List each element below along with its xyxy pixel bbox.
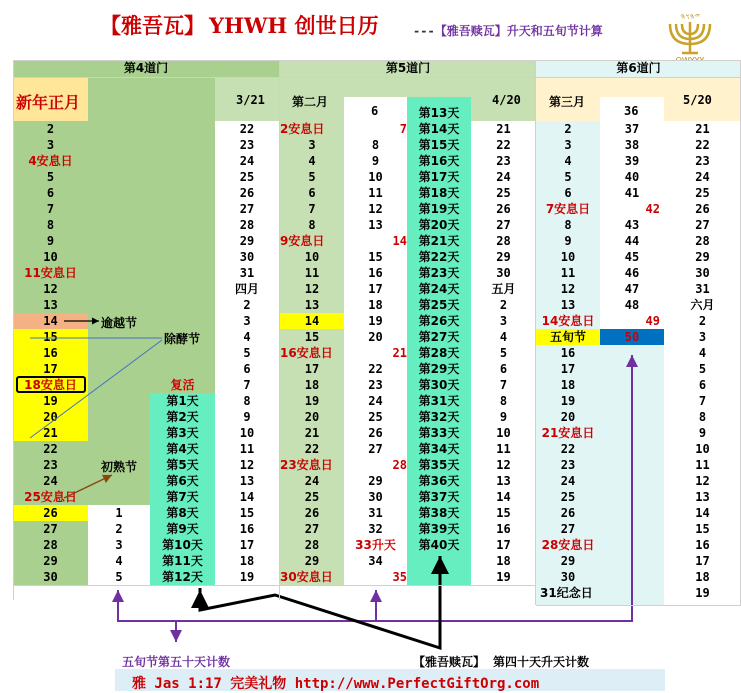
- m1-day: 25安息日: [24, 490, 77, 504]
- m1-date: 22: [239, 122, 255, 136]
- m1-day: 6: [46, 186, 55, 200]
- month2-title: 第二月: [292, 95, 329, 109]
- m2-count: 11: [368, 186, 383, 200]
- m1-day: 5: [46, 170, 55, 184]
- pentecost-bracket: [118, 355, 632, 621]
- m2-count: 10: [368, 170, 383, 184]
- m1-date: 8: [243, 394, 251, 408]
- m3-date: 27: [695, 218, 710, 232]
- m2-omer: 第21天: [418, 234, 460, 248]
- m1-omer: 第7天: [150, 489, 215, 505]
- m2-day: 22: [304, 442, 320, 456]
- m1-day: 20: [13, 409, 88, 425]
- m3-date: 10: [695, 442, 710, 456]
- m2-day: 20: [304, 410, 320, 424]
- m2-date: 12: [496, 458, 511, 472]
- m2-day: 7: [308, 202, 316, 216]
- m1-date: 31: [239, 266, 255, 280]
- m3-day: 14安息日: [541, 314, 595, 328]
- svg-text:𐤉𐤄𐤅𐤄: 𐤉𐤄𐤅𐤄: [680, 12, 700, 21]
- m1-date: 29: [239, 234, 255, 248]
- m2-count: 29: [368, 474, 383, 488]
- m2-count: 7: [399, 122, 407, 136]
- m1-date: 24: [239, 154, 255, 168]
- m2-count: 21: [392, 346, 407, 360]
- m1-omer: 第6天: [150, 473, 215, 489]
- m1-date: 28: [239, 218, 255, 232]
- m1-count: 5: [88, 569, 150, 585]
- m3-date: 17: [695, 554, 710, 568]
- m2-date: 19: [496, 570, 511, 584]
- m3-day: 11: [560, 266, 576, 280]
- m2-omer: 第17天: [418, 170, 460, 184]
- m1-date: 19: [239, 570, 255, 584]
- m2-day: 14: [280, 313, 344, 329]
- m1-day: 22: [43, 442, 58, 456]
- m1-date: 6: [243, 362, 251, 376]
- month3-title: 第三月: [549, 95, 586, 109]
- m2-omer: 第24天: [418, 282, 460, 296]
- m1-day: 29: [43, 554, 58, 568]
- m3-date: 9: [698, 426, 707, 440]
- grid-line: [279, 60, 280, 600]
- m3-count: 41: [624, 186, 640, 200]
- grid-line: [13, 585, 536, 586]
- m2-omer: 第15天: [418, 138, 460, 152]
- m2-omer: 第13天: [418, 106, 460, 120]
- m2-omer: 第22天: [418, 250, 460, 264]
- m3-date: 22: [695, 138, 710, 152]
- m2-day: 16安息日: [280, 346, 333, 360]
- m2-date: 6: [499, 362, 508, 376]
- m3-date: 24: [695, 170, 710, 184]
- m1-date: 2: [243, 298, 251, 312]
- m1-day: 18安息日: [13, 377, 88, 393]
- m3-date: 7: [698, 394, 707, 408]
- m3-count: 37: [624, 122, 640, 136]
- m1-day: 4安息日: [28, 154, 73, 168]
- month1-title: 新年正月: [16, 93, 81, 112]
- m3-date: 28: [695, 234, 710, 248]
- m2-omer: 第34天: [418, 442, 460, 456]
- m3-date: 12: [695, 474, 710, 488]
- m1-day: 16: [13, 345, 88, 361]
- m3-day: 7安息日: [545, 202, 591, 216]
- m1-date: 17: [239, 538, 255, 552]
- m3-date: 4: [698, 346, 707, 360]
- m2-day: 18: [304, 378, 320, 392]
- m2-date: 15: [496, 506, 511, 520]
- m2-date: 29: [496, 250, 511, 264]
- m2-count: 9: [371, 154, 380, 168]
- m3-day: 22: [560, 442, 576, 456]
- m3-day: 17: [560, 362, 576, 376]
- m1-date: 26: [239, 186, 255, 200]
- m2-count: 23: [368, 378, 383, 392]
- m2-day: 12: [304, 282, 320, 296]
- m3-date: 25: [695, 186, 710, 200]
- m2-day: 26: [304, 506, 320, 520]
- m3-count: 44: [624, 234, 640, 248]
- m1-omer: 第9天: [150, 521, 215, 537]
- m2-omer: 第37天: [418, 490, 460, 504]
- m3-date: 18: [695, 570, 710, 584]
- m3-date: 六月: [690, 298, 715, 312]
- m3-date: 29: [695, 250, 710, 264]
- m2-day: 17: [304, 362, 320, 376]
- m1-date: 18: [239, 554, 255, 568]
- month2-first-count: 6: [371, 104, 379, 118]
- m2-omer: 第25天: [418, 298, 460, 312]
- m3-day: 27: [560, 522, 576, 536]
- m1-date: 10: [239, 426, 255, 440]
- m1-date: 9: [243, 410, 251, 424]
- gate4-header: 第4道门: [13, 60, 279, 77]
- m1-day: 13: [43, 298, 58, 312]
- m2-count: 35: [392, 570, 407, 584]
- m2-count: 15: [368, 250, 383, 264]
- m1-omer: 第12天: [150, 569, 215, 585]
- m3-day: 23: [560, 458, 576, 472]
- month2-date-header: 4/20: [492, 93, 521, 107]
- m2-omer: 第18天: [418, 186, 460, 200]
- m1-day: 21: [13, 425, 88, 441]
- m2-omer: 第29天: [418, 362, 460, 376]
- m1-date: 12: [239, 458, 255, 472]
- m2-count: 17: [368, 282, 383, 296]
- m3-date: 26: [695, 202, 710, 216]
- m2-count: 19: [368, 314, 383, 328]
- m3-day: 4: [564, 154, 572, 168]
- firstfruits-arrow: [64, 475, 112, 498]
- m1-day: 17: [13, 361, 88, 377]
- m2-date: 11: [496, 442, 511, 456]
- m2-omer: 第26天: [418, 314, 460, 328]
- m3-day: 24: [560, 474, 576, 488]
- m3-date: 16: [695, 538, 710, 552]
- m2-count: 13: [368, 218, 383, 232]
- m1-date: 11: [239, 442, 255, 456]
- m2-count: 34: [368, 554, 383, 568]
- m2-omer: 第32天: [418, 410, 460, 424]
- m3-day: 2: [564, 122, 572, 136]
- m1-omer: 第10天: [150, 537, 215, 553]
- m1-date: 4: [243, 330, 251, 344]
- m2-day: 3: [308, 138, 316, 152]
- gate6-header: 第6道门: [536, 60, 741, 77]
- m2-day: 29: [304, 554, 320, 568]
- month1-date-header: 3/21: [236, 93, 265, 107]
- m3-date: 8: [698, 410, 707, 424]
- m1-date: 16: [239, 522, 255, 536]
- m1-count: 2: [88, 521, 150, 537]
- m3-date: 30: [695, 266, 710, 280]
- m2-day: 28: [304, 538, 320, 552]
- m2-date: 18: [496, 554, 511, 568]
- m3-day: 29: [560, 554, 576, 568]
- m3-date: 31: [695, 282, 710, 296]
- m3-day: 26: [560, 506, 576, 520]
- m3-count: 48: [624, 298, 640, 312]
- m2-count: 24: [368, 394, 383, 408]
- grid-line: [536, 605, 741, 606]
- firstfruits-label: 初熟节: [101, 460, 138, 474]
- m3-count: 49: [645, 314, 660, 328]
- m2-day: 10: [304, 250, 320, 264]
- m2-omer: 第30天: [418, 378, 460, 392]
- gate5-header: 第5道门: [280, 60, 536, 77]
- m2-day: 27: [304, 522, 320, 536]
- m2-date: 2: [499, 298, 508, 312]
- m2-date: 26: [496, 202, 511, 216]
- m2-omer: 第40天: [418, 538, 460, 552]
- m1-date: 25: [239, 170, 255, 184]
- m3-day: 9: [564, 234, 572, 248]
- m1-omer: 第5天: [150, 457, 215, 473]
- m1-date: 23: [239, 138, 255, 152]
- m2-date: 7: [499, 378, 508, 392]
- m3-count: 47: [624, 282, 640, 296]
- m2-date: 22: [496, 138, 511, 152]
- m3-date: 6: [698, 378, 707, 392]
- m2-day: 25: [304, 490, 320, 504]
- m3-count: 40: [624, 170, 640, 184]
- m2-day: 8: [308, 218, 316, 232]
- m3-day: 28安息日: [541, 538, 595, 552]
- m2-date: 9: [499, 410, 508, 424]
- m2-omer: 第28天: [418, 346, 460, 360]
- m3-date: 23: [695, 154, 710, 168]
- m2-count: 26: [368, 426, 383, 440]
- m2-day: 23安息日: [280, 458, 333, 472]
- page-title: 【雅吾瓦】 YHWH 创世日历: [100, 13, 379, 38]
- m2-day: 19: [304, 394, 320, 408]
- m1-count: 1: [88, 505, 150, 521]
- m2-count: 28: [392, 458, 407, 472]
- m2-date: 8: [499, 394, 508, 408]
- m2-date: 14: [496, 490, 511, 504]
- m1-day: 10: [43, 250, 58, 264]
- m2-day: 24: [304, 474, 320, 488]
- m3-day: 13: [560, 298, 576, 312]
- grid-line: [535, 60, 536, 605]
- m1-day: 9: [46, 234, 55, 248]
- m3-count: 38: [624, 138, 640, 152]
- m1-day: 3: [46, 138, 55, 152]
- m1-day: 11安息日: [24, 266, 77, 280]
- m1-date: 四月: [234, 282, 259, 296]
- m1-date: 3: [243, 314, 251, 328]
- m2-omer: 第38天: [418, 506, 460, 520]
- m1-omer: 第3天: [150, 425, 215, 441]
- m1-date: 27: [239, 202, 255, 216]
- m1-omer: 第1天: [150, 393, 215, 409]
- m3-date: 21: [695, 122, 710, 136]
- m3-day: 8: [564, 218, 572, 232]
- m1-date: 5: [243, 346, 251, 360]
- m3-day: 3: [564, 138, 572, 152]
- m3-count: 46: [624, 266, 640, 280]
- m1-date: 15: [239, 506, 255, 520]
- m3-day: 5: [564, 170, 572, 184]
- pentecost-caption: 五旬节第五十天计数: [122, 655, 231, 669]
- m2-day: 2安息日: [280, 122, 325, 136]
- grid-line: [13, 77, 741, 78]
- m2-omer: 第23天: [418, 266, 460, 280]
- m2-date: 五月: [491, 282, 516, 296]
- page-subtitle: ---【雅吾赎瓦】升天和五旬节计算: [413, 24, 603, 38]
- m2-omer: 第27天: [418, 330, 460, 344]
- m1-day: 27: [43, 522, 58, 536]
- m3-day: 30: [560, 570, 576, 584]
- m2-date: 24: [496, 170, 511, 184]
- m1-day: 15: [13, 329, 88, 345]
- m2-omer: 第35天: [418, 458, 460, 472]
- m3-day: 18: [560, 378, 576, 392]
- m3-date: 2: [698, 314, 707, 328]
- m3-date: 13: [695, 490, 710, 504]
- m2-count: 33升天: [355, 538, 396, 552]
- m2-count: 12: [368, 202, 383, 216]
- day18-highlight-box: [16, 376, 86, 393]
- m2-day: 21: [304, 426, 320, 440]
- m1-day: 30: [43, 570, 58, 584]
- m2-count: 14: [392, 234, 407, 248]
- m2-day: 13: [304, 298, 320, 312]
- m1-omer: 第2天: [150, 409, 215, 425]
- m3-date: 11: [695, 458, 710, 472]
- m1-day: 12: [43, 282, 58, 296]
- passover-label: 逾越节: [101, 316, 138, 330]
- m2-count: 27: [368, 442, 383, 456]
- m3-count: 39: [624, 154, 640, 168]
- month3-first-count: 36: [624, 104, 639, 118]
- m2-omer: 第31天: [418, 394, 460, 408]
- m3-day: 12: [560, 282, 576, 296]
- m2-count: 25: [368, 410, 383, 424]
- m2-count: 18: [368, 298, 383, 312]
- m2-date: 25: [496, 186, 511, 200]
- m2-omer: 第39天: [418, 522, 460, 536]
- m1-day: 28: [43, 538, 58, 552]
- ascension-bracket: [200, 556, 440, 648]
- m2-date: 10: [496, 426, 511, 440]
- unleavened-label: 除酵节: [164, 332, 201, 346]
- m2-day: 30安息日: [280, 570, 333, 584]
- m2-date: 13: [496, 474, 511, 488]
- m1-omer: 第11天: [150, 553, 215, 569]
- m2-omer: 第19天: [418, 202, 460, 216]
- m3-day: 6: [564, 186, 572, 200]
- m3-date: 14: [695, 506, 710, 520]
- m1-count: 4: [88, 553, 150, 569]
- m3-day: 10: [560, 250, 576, 264]
- m3-day: 19: [560, 394, 576, 408]
- m1-day: 24: [43, 474, 58, 488]
- m2-date: 23: [496, 154, 511, 168]
- m1-day: 23: [43, 458, 58, 472]
- m3-day: 16: [560, 346, 576, 360]
- m2-omer: 第14天: [418, 122, 460, 136]
- m2-date: 27: [496, 218, 511, 232]
- m2-omer: 第36天: [418, 474, 460, 488]
- m3-count: 45: [624, 250, 640, 264]
- m2-date: 30: [496, 266, 511, 280]
- grid-line: [13, 60, 741, 61]
- m2-day: 6: [308, 186, 316, 200]
- m2-day: 15: [304, 330, 320, 344]
- m1-date: 7: [243, 378, 251, 392]
- m3-day: 20: [560, 410, 576, 424]
- m1-omer: 第4天: [150, 441, 215, 457]
- m2-date: 21: [496, 122, 511, 136]
- m3-day: 五旬节: [536, 329, 600, 345]
- m3-date: 3: [698, 330, 707, 344]
- m2-day: 4: [308, 154, 316, 168]
- ascension-caption: 【雅吾赎瓦】 第四十天升天计数: [413, 655, 590, 669]
- m2-omer: 第33天: [418, 426, 460, 440]
- m2-count: 31: [368, 506, 383, 520]
- m2-day: 11: [304, 266, 320, 280]
- m2-date: 28: [496, 234, 511, 248]
- m2-omer: 第20天: [418, 218, 460, 232]
- footer-text: 雅 Jas 1:17 完美礼物 http://www.PerfectGiftOrg.com: [132, 676, 540, 692]
- m3-day: 25: [560, 490, 576, 504]
- m2-date: 17: [496, 538, 511, 552]
- m1-day: 26: [13, 505, 88, 521]
- m2-count: 30: [368, 490, 383, 504]
- m2-date: 3: [499, 314, 508, 328]
- grid-line: [13, 60, 14, 600]
- m3-count: 42: [645, 202, 660, 216]
- m2-day: 5: [308, 170, 316, 184]
- m1-day: 14: [13, 313, 88, 329]
- m2-omer: 第16天: [418, 154, 460, 168]
- m1-omer: 第8天: [150, 505, 215, 521]
- m3-date: 5: [698, 362, 707, 376]
- month3-date-header: 5/20: [683, 93, 712, 107]
- m1-omer: 复活: [170, 378, 195, 392]
- m2-count: 22: [368, 362, 383, 376]
- m2-date: 4: [499, 330, 508, 344]
- m3-date: 15: [695, 522, 710, 536]
- m2-date: 16: [496, 522, 511, 536]
- m1-day: 8: [46, 218, 55, 232]
- m2-date: 5: [499, 346, 508, 360]
- m3-count: 43: [624, 218, 640, 232]
- m2-day: 9安息日: [280, 234, 325, 248]
- m3-day: 21安息日: [541, 426, 595, 440]
- m2-count: 32: [368, 522, 383, 536]
- m3-count: 50: [600, 329, 664, 345]
- m1-date: 14: [239, 490, 255, 504]
- m1-day: 2: [46, 122, 55, 136]
- m1-day: 19: [13, 393, 88, 409]
- m2-count: 8: [371, 138, 380, 152]
- m1-day: 7: [46, 202, 55, 216]
- m1-date: 30: [239, 250, 255, 264]
- m2-count: 20: [368, 330, 383, 344]
- m1-date: 13: [239, 474, 255, 488]
- m2-count: 16: [368, 266, 383, 280]
- m3-day: 31纪念日: [540, 586, 593, 600]
- m3-date: 19: [695, 586, 710, 600]
- m1-count: 3: [88, 537, 150, 553]
